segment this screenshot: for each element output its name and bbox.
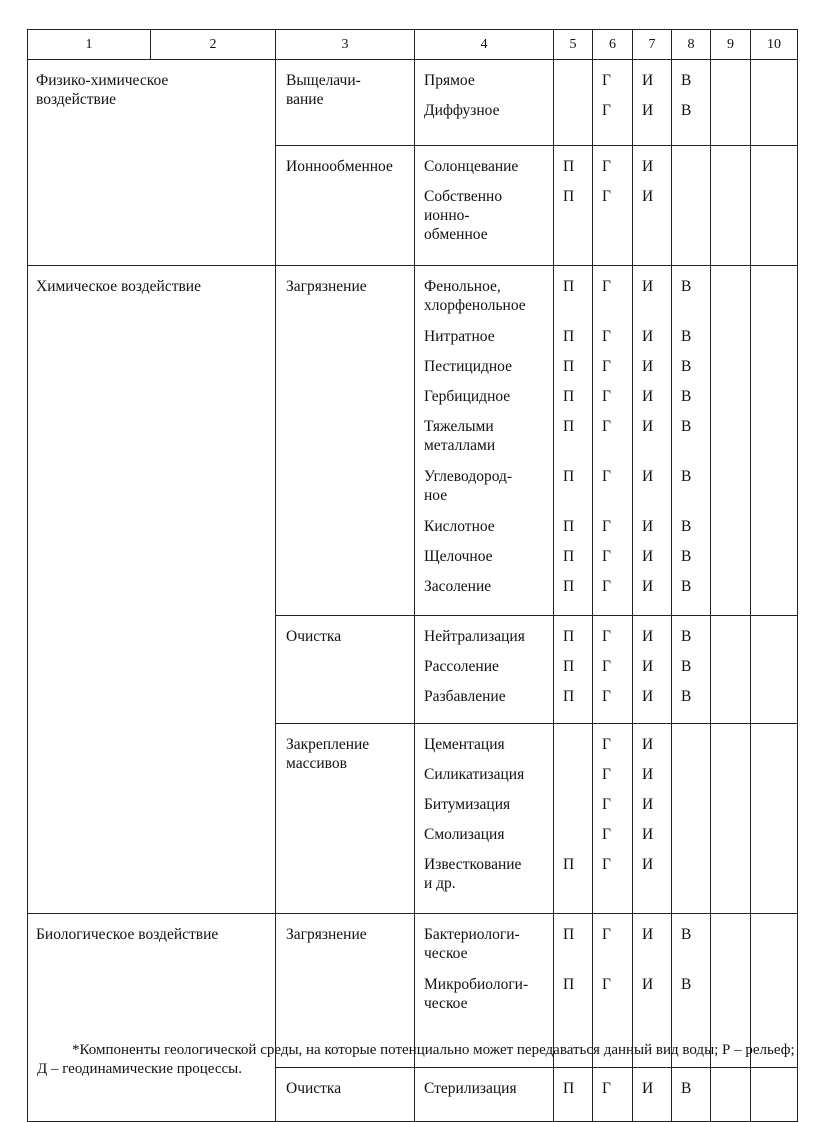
component-mark: Г: [602, 518, 611, 535]
header-cell: 10: [751, 30, 798, 60]
effect-item: [424, 577, 553, 607]
component-mark: В: [681, 658, 692, 675]
header-cell: 7: [633, 30, 672, 60]
subgroup-column: [276, 60, 415, 266]
component-mark: П: [563, 578, 575, 595]
effect-item: [424, 467, 553, 517]
subgroup-name-line: Ионнообменное: [286, 158, 393, 175]
subgroup-name-line: Загрязнение: [286, 926, 367, 943]
component-mark: В: [681, 518, 692, 535]
component-mark: П: [563, 548, 575, 565]
effect-item: [424, 327, 553, 357]
component-column: [633, 60, 672, 266]
effect-item: [424, 357, 553, 387]
subgroup-name-line: Очистка: [286, 1080, 342, 1097]
subgroup-name: [276, 146, 414, 265]
header-cell: 8: [672, 30, 711, 60]
group-row: [28, 266, 798, 914]
effect-text: ионно-: [424, 207, 470, 224]
component-mark: В: [681, 468, 692, 485]
component-mark: Г: [602, 976, 611, 993]
header-cell: 6: [593, 30, 633, 60]
header-cell: 4: [415, 30, 554, 60]
effect-text: Микробиологи-: [424, 976, 529, 993]
effect-item: [424, 825, 553, 855]
effect-text: Гербицидное: [424, 388, 511, 405]
empty-cell: [711, 266, 751, 914]
component-mark: П: [563, 418, 575, 435]
component-mark: П: [563, 158, 575, 175]
subgroup-name: [276, 266, 414, 616]
subgroup-name: [276, 724, 414, 913]
effect-text: Прямое: [424, 72, 475, 89]
effect-text: Бактериологи-: [424, 926, 520, 943]
subgroup-name-line: Выщелачи-: [286, 72, 361, 89]
effect-column: [415, 914, 554, 1122]
component-mark: Г: [602, 766, 611, 783]
component-mark: [563, 765, 592, 795]
component-mark: И: [642, 518, 654, 535]
component-mark: И: [642, 1080, 654, 1097]
component-mark: Г: [602, 388, 611, 405]
component-mark: Г: [602, 72, 611, 89]
component-mark: Г: [602, 1080, 611, 1097]
subgroup-column: [276, 914, 415, 1122]
component-mark: Г: [602, 688, 611, 705]
component-mark: [681, 735, 710, 765]
effect-item: [424, 735, 553, 765]
effect-item: [424, 925, 553, 975]
component-mark: Г: [602, 328, 611, 345]
effect-text: Засоление: [424, 578, 492, 595]
group-name: Физико-химическое: [36, 72, 169, 89]
component-mark: П: [563, 328, 575, 345]
effect-text: Углеводород-: [424, 468, 513, 485]
component-mark: [681, 855, 710, 905]
component-mark: В: [681, 102, 692, 119]
component-mark: П: [563, 388, 575, 405]
component-mark: И: [642, 388, 654, 405]
subgroup-name-line: Загрязнение: [286, 278, 367, 295]
effect-text: ческое: [424, 945, 468, 962]
component-mark: Г: [602, 418, 611, 435]
component-mark: И: [642, 628, 654, 645]
component-column: [593, 914, 633, 1122]
component-mark: [681, 765, 710, 795]
empty-cell: [751, 914, 798, 1122]
component-mark: И: [642, 578, 654, 595]
component-mark: В: [681, 628, 692, 645]
component-column: [593, 60, 633, 266]
component-mark: П: [563, 688, 575, 705]
component-mark: И: [642, 102, 654, 119]
component-mark: В: [681, 328, 692, 345]
component-mark: И: [642, 688, 654, 705]
effect-text: Силикатизация: [424, 766, 525, 783]
effect-text: Пестицидное: [424, 358, 512, 375]
component-mark: П: [563, 358, 575, 375]
component-mark: В: [681, 548, 692, 565]
component-mark: И: [642, 926, 654, 943]
component-mark: И: [642, 658, 654, 675]
component-mark: В: [681, 976, 692, 993]
component-column: [554, 914, 593, 1122]
component-mark: В: [681, 926, 692, 943]
component-mark: П: [563, 518, 575, 535]
header-cell: 9: [711, 30, 751, 60]
effect-item: [424, 517, 553, 547]
component-column: [554, 266, 593, 914]
group-row: [28, 60, 798, 266]
component-mark: В: [681, 688, 692, 705]
effect-item: [424, 157, 553, 187]
effect-text: Нейтрализация: [424, 628, 525, 645]
component-mark: П: [563, 188, 575, 205]
group-row: [28, 914, 798, 1122]
header-cell: 2: [151, 30, 276, 60]
component-mark: [681, 187, 710, 257]
component-mark: Г: [602, 158, 611, 175]
component-mark: П: [563, 468, 575, 485]
effect-item: [424, 101, 553, 131]
footnote: *Компоненты геологической среды, на которые потенциально может передаваться данный вид воды; Р – рельеф; Д – геодинамические процессы.: [37, 1042, 795, 1077]
effect-text: Цементация: [424, 736, 505, 753]
component-mark: Г: [602, 856, 611, 873]
effect-text: Солонцевание: [424, 158, 519, 175]
component-mark: В: [681, 1080, 692, 1097]
subgroup-name: [276, 616, 414, 724]
component-mark: Г: [602, 658, 611, 675]
effect-text: ческое: [424, 995, 468, 1012]
effect-item: [424, 975, 553, 1025]
component-mark: П: [563, 658, 575, 675]
component-column: [672, 60, 711, 266]
effect-text: Известкование: [424, 856, 522, 873]
component-mark: [563, 825, 592, 855]
component-column: [672, 266, 711, 914]
effect-text: Нитратное: [424, 328, 495, 345]
empty-cell: [711, 60, 751, 266]
effect-text: Смолизация: [424, 826, 505, 843]
component-mark: [681, 157, 710, 187]
group-name-cell: [28, 266, 276, 914]
subgroup-name-line: Закрепление: [286, 736, 370, 753]
component-mark: В: [681, 418, 692, 435]
empty-cell: [711, 914, 751, 1122]
component-mark: П: [563, 976, 575, 993]
component-mark: Г: [602, 468, 611, 485]
component-mark: И: [642, 826, 654, 843]
subgroup-column: [276, 266, 415, 914]
effect-item: [424, 627, 553, 657]
component-mark: П: [563, 1080, 575, 1097]
component-column: [554, 60, 593, 266]
component-mark: И: [642, 856, 654, 873]
component-mark: [563, 71, 592, 101]
component-mark: И: [642, 766, 654, 783]
subgroup-name-line: вание: [286, 91, 324, 108]
component-column: [633, 266, 672, 914]
effect-text: Разбавление: [424, 688, 506, 705]
effect-item: [424, 277, 553, 327]
component-mark: В: [681, 72, 692, 89]
component-mark: [563, 101, 592, 131]
component-mark: Г: [602, 578, 611, 595]
subgroup-name-line: Очистка: [286, 628, 342, 645]
component-mark: Г: [602, 102, 611, 119]
component-mark: И: [642, 278, 654, 295]
component-mark: [681, 795, 710, 825]
effect-item: [424, 855, 553, 905]
effect-item: [424, 657, 553, 687]
main-table: [27, 29, 798, 1122]
component-mark: И: [642, 72, 654, 89]
group-name-cell: [28, 60, 276, 266]
effect-text: металлами: [424, 437, 496, 454]
effect-text: ное: [424, 487, 448, 504]
component-mark: [563, 735, 592, 765]
component-mark: В: [681, 578, 692, 595]
effect-text: Щелочное: [424, 548, 493, 565]
component-column: [633, 914, 672, 1122]
effect-column: [415, 60, 554, 266]
component-mark: Г: [602, 548, 611, 565]
effect-text: и др.: [424, 875, 456, 892]
component-mark: И: [642, 736, 654, 753]
component-mark: П: [563, 278, 575, 295]
component-mark: И: [642, 796, 654, 813]
component-mark: П: [563, 926, 575, 943]
component-mark: Г: [602, 796, 611, 813]
effect-text: Диффузное: [424, 102, 500, 119]
component-mark: Г: [602, 736, 611, 753]
component-mark: Г: [602, 826, 611, 843]
component-mark: [563, 795, 592, 825]
empty-cell: [751, 266, 798, 914]
effect-item: [424, 547, 553, 577]
component-mark: [681, 825, 710, 855]
component-mark: И: [642, 328, 654, 345]
effect-text: Тяжелыми: [424, 418, 494, 435]
effect-text: Битумизация: [424, 796, 511, 813]
effect-item: [424, 187, 553, 257]
component-mark: И: [642, 976, 654, 993]
header-cell: 5: [554, 30, 593, 60]
component-mark: И: [642, 158, 654, 175]
effect-text: обменное: [424, 226, 488, 243]
component-mark: И: [642, 418, 654, 435]
component-mark: И: [642, 548, 654, 565]
effect-text: Стерилизация: [424, 1080, 517, 1097]
component-mark: Г: [602, 628, 611, 645]
header-cell: 1: [28, 30, 151, 60]
effect-text: Рассоление: [424, 658, 499, 675]
component-mark: Г: [602, 358, 611, 375]
component-mark: П: [563, 856, 575, 873]
effect-text: хлорфенольное: [424, 297, 526, 314]
component-mark: В: [681, 358, 692, 375]
effect-item: [424, 795, 553, 825]
component-mark: В: [681, 388, 692, 405]
component-mark: Г: [602, 188, 611, 205]
subgroup-name-line: массивов: [286, 755, 347, 772]
header-cell: 3: [276, 30, 415, 60]
effect-item: [424, 765, 553, 795]
effect-item: [424, 687, 553, 717]
component-mark: Г: [602, 926, 611, 943]
group-name: Химическое воздействие: [36, 278, 201, 295]
group-name-cell: [28, 914, 276, 1122]
effect-item: [424, 1079, 553, 1109]
effect-text: Кислотное: [424, 518, 495, 535]
empty-cell: [751, 60, 798, 266]
component-mark: И: [642, 358, 654, 375]
subgroup-name: [276, 60, 414, 146]
group-name: воздействие: [36, 91, 117, 108]
effect-item: [424, 417, 553, 467]
component-mark: П: [563, 628, 575, 645]
component-mark: Г: [602, 278, 611, 295]
group-name: Биологическое воздействие: [36, 926, 219, 943]
effect-item: [424, 71, 553, 101]
effect-text: Собственно: [424, 188, 503, 205]
component-column: [593, 266, 633, 914]
effect-text: Фенольное,: [424, 278, 501, 295]
component-mark: И: [642, 188, 654, 205]
effect-item: [424, 387, 553, 417]
effect-column: [415, 266, 554, 914]
component-mark: И: [642, 468, 654, 485]
header-row: [28, 30, 798, 60]
component-column: [672, 914, 711, 1122]
component-mark: В: [681, 278, 692, 295]
